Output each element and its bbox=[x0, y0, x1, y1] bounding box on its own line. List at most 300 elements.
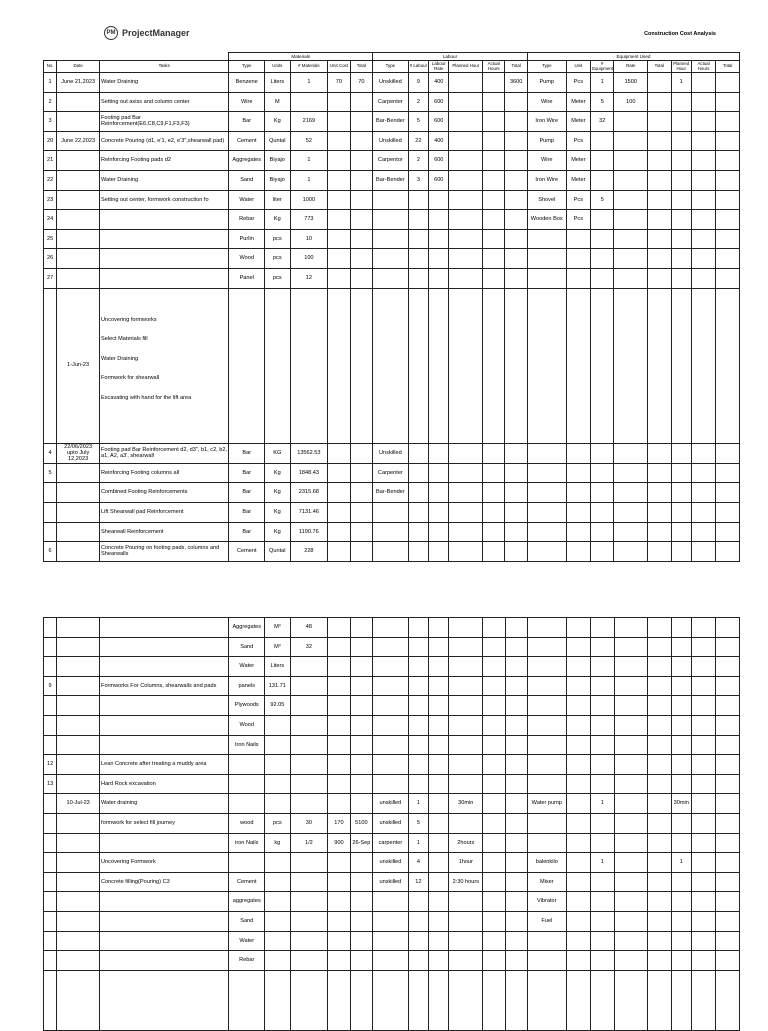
table-cell bbox=[265, 872, 290, 892]
table-cell bbox=[691, 911, 715, 931]
table-cell bbox=[350, 268, 372, 288]
table-cell bbox=[483, 190, 505, 210]
table-cell bbox=[57, 696, 100, 716]
table-cell bbox=[671, 170, 691, 190]
table-cell bbox=[648, 502, 671, 522]
table-cell: pcs bbox=[265, 268, 290, 288]
table-cell bbox=[648, 522, 671, 542]
table-cell: kg bbox=[265, 833, 290, 853]
table-cell bbox=[671, 249, 691, 269]
cell bbox=[591, 288, 614, 443]
table-cell bbox=[373, 229, 409, 249]
table-cell bbox=[350, 443, 372, 463]
table-cell bbox=[429, 268, 449, 288]
table-cell bbox=[566, 249, 590, 269]
table-cell bbox=[449, 522, 483, 542]
table-cell: 25 bbox=[44, 229, 57, 249]
table-cell bbox=[449, 542, 483, 562]
table-cell bbox=[429, 676, 449, 696]
table-cell bbox=[591, 229, 614, 249]
table-cell: Wood bbox=[229, 715, 265, 735]
table-cell bbox=[350, 190, 372, 210]
table-cell: Kg bbox=[265, 502, 290, 522]
table-cell bbox=[671, 833, 691, 853]
table-cell: 1000 bbox=[290, 190, 328, 210]
table-cell bbox=[614, 657, 648, 677]
table-cell bbox=[408, 951, 428, 971]
table-cell bbox=[691, 931, 715, 951]
table-cell bbox=[57, 774, 100, 794]
col-tasks: Tasks bbox=[100, 61, 229, 73]
table-cell bbox=[449, 170, 483, 190]
table-cell bbox=[328, 931, 350, 951]
col-date: Date bbox=[57, 61, 100, 73]
table-cell: Concrete Pouring (d1, e'1, e2, e'3",shearwall pad) bbox=[100, 131, 229, 151]
table-cell: Biyajo bbox=[265, 151, 290, 171]
table-cell bbox=[44, 637, 57, 657]
table-cell bbox=[648, 676, 671, 696]
table-cell: Panel bbox=[229, 268, 265, 288]
table-cell bbox=[44, 657, 57, 677]
table-cell bbox=[408, 268, 428, 288]
table-cell bbox=[591, 522, 614, 542]
table-cell bbox=[265, 853, 290, 873]
table-cell bbox=[350, 931, 372, 951]
table-cell bbox=[373, 755, 409, 775]
table-cell bbox=[591, 911, 614, 931]
table-cell bbox=[716, 229, 740, 249]
table-cell bbox=[614, 170, 648, 190]
table-cell bbox=[691, 229, 715, 249]
table-cell bbox=[429, 872, 449, 892]
table-cell bbox=[527, 774, 566, 794]
table-cell bbox=[691, 112, 715, 132]
table-cell bbox=[691, 794, 715, 814]
table-cell bbox=[505, 542, 527, 562]
table-cell bbox=[57, 170, 100, 190]
group-equipment: Equipment Used bbox=[527, 53, 739, 61]
table-cell bbox=[373, 715, 409, 735]
table-cell bbox=[671, 951, 691, 971]
table-cell bbox=[591, 755, 614, 775]
table-row bbox=[44, 951, 740, 971]
column-group-row bbox=[44, 53, 740, 61]
table-cell bbox=[716, 892, 740, 912]
table-cell bbox=[716, 502, 740, 522]
table-cell bbox=[614, 911, 648, 931]
table-cell bbox=[505, 696, 527, 716]
document-title: Construction Cost Analysis bbox=[644, 31, 716, 37]
table-cell: Iron Wire bbox=[527, 112, 566, 132]
cell bbox=[229, 288, 265, 443]
col-equipment-actual-hours: Actual Hours bbox=[691, 61, 715, 73]
table-cell bbox=[671, 676, 691, 696]
table-cell: Water draining bbox=[100, 794, 229, 814]
table-cell: Setting out center, formwork construction fo bbox=[100, 190, 229, 210]
table-cell: 5100 bbox=[350, 813, 372, 833]
table-cell bbox=[527, 755, 566, 775]
table-cell bbox=[591, 676, 614, 696]
table-cell bbox=[716, 443, 740, 463]
table-cell: 1 bbox=[591, 794, 614, 814]
table-cell bbox=[100, 696, 229, 716]
table-cell bbox=[716, 92, 740, 112]
table-cell bbox=[614, 131, 648, 151]
table-cell bbox=[100, 715, 229, 735]
table-cell bbox=[671, 618, 691, 638]
table-cell bbox=[566, 676, 590, 696]
table-cell: Liters bbox=[265, 657, 290, 677]
table-cell bbox=[483, 131, 505, 151]
table-cell bbox=[373, 502, 409, 522]
table-cell bbox=[691, 735, 715, 755]
table-cell bbox=[614, 833, 648, 853]
table-cell: 1hour bbox=[449, 853, 483, 873]
table-cell bbox=[328, 522, 350, 542]
table-cell: Meter bbox=[566, 151, 590, 171]
table-cell bbox=[591, 657, 614, 677]
table-cell bbox=[591, 872, 614, 892]
table-cell: 1 bbox=[408, 833, 428, 853]
table-cell bbox=[328, 151, 350, 171]
table-cell bbox=[505, 151, 527, 171]
table-cell: 600 bbox=[429, 92, 449, 112]
table-cell bbox=[373, 892, 409, 912]
table-cell bbox=[691, 151, 715, 171]
table-cell bbox=[716, 813, 740, 833]
table-cell bbox=[691, 249, 715, 269]
table-cell bbox=[328, 463, 350, 483]
table-cell bbox=[408, 463, 428, 483]
table-cell bbox=[44, 931, 57, 951]
table-cell bbox=[505, 112, 527, 132]
table-cell bbox=[614, 813, 648, 833]
table-cell bbox=[350, 522, 372, 542]
table-cell bbox=[671, 637, 691, 657]
table-cell: Lift Shearwall pad Reinforcement bbox=[100, 502, 229, 522]
table-cell bbox=[691, 73, 715, 93]
table-cell bbox=[716, 542, 740, 562]
table-cell bbox=[591, 892, 614, 912]
table-cell bbox=[449, 676, 483, 696]
cell bbox=[505, 288, 527, 443]
table-cell bbox=[328, 210, 350, 230]
table-cell: M bbox=[265, 92, 290, 112]
table-cell: iron Nails bbox=[229, 833, 265, 853]
table-cell bbox=[57, 249, 100, 269]
table-cell bbox=[290, 794, 328, 814]
table-cell bbox=[44, 502, 57, 522]
cell bbox=[290, 288, 328, 443]
table-cell bbox=[350, 618, 372, 638]
table-cell: Unskilled bbox=[373, 73, 409, 93]
table-cell: pcs bbox=[265, 813, 290, 833]
table-cell bbox=[483, 794, 505, 814]
task-line: Formwork for shearwall bbox=[101, 375, 160, 382]
table-cell bbox=[483, 833, 505, 853]
table-row bbox=[44, 190, 740, 210]
table-cell bbox=[350, 542, 372, 562]
table-cell bbox=[691, 853, 715, 873]
table-cell bbox=[408, 483, 428, 503]
table-cell bbox=[716, 657, 740, 677]
table-cell bbox=[265, 892, 290, 912]
cell bbox=[691, 288, 715, 443]
table-cell: M³ bbox=[265, 637, 290, 657]
table-cell: 100 bbox=[614, 92, 648, 112]
table-cell: Benzene bbox=[229, 73, 265, 93]
table-cell bbox=[591, 931, 614, 951]
table-cell bbox=[483, 618, 505, 638]
table-row bbox=[44, 210, 740, 230]
table-cell bbox=[716, 774, 740, 794]
table-cell bbox=[57, 853, 100, 873]
table-cell: 26-Sep bbox=[350, 833, 372, 853]
table-cell bbox=[671, 522, 691, 542]
table-cell: Cement bbox=[229, 131, 265, 151]
table-cell bbox=[691, 618, 715, 638]
table-cell: unskilled bbox=[373, 872, 409, 892]
table-cell bbox=[527, 249, 566, 269]
table-cell: 2hours bbox=[449, 833, 483, 853]
table-cell bbox=[716, 794, 740, 814]
col-material-total: Total bbox=[350, 61, 372, 73]
table-cell: Wire bbox=[527, 151, 566, 171]
table-cell bbox=[716, 151, 740, 171]
table-cell: 3 bbox=[44, 112, 57, 132]
table-cell bbox=[290, 892, 328, 912]
table-row bbox=[44, 774, 740, 794]
table-cell: Water pump bbox=[527, 794, 566, 814]
table-cell: 1 bbox=[591, 853, 614, 873]
table-cell bbox=[483, 735, 505, 755]
table-cell bbox=[290, 696, 328, 716]
table-cell bbox=[408, 892, 428, 912]
table-cell bbox=[591, 151, 614, 171]
table-cell bbox=[100, 657, 229, 677]
table-cell bbox=[57, 676, 100, 696]
table-cell bbox=[505, 463, 527, 483]
table-cell: M³ bbox=[265, 618, 290, 638]
table-cell: 92.05 bbox=[265, 696, 290, 716]
table-cell: Iron Nails bbox=[229, 735, 265, 755]
table-cell bbox=[691, 970, 715, 1030]
table-cell bbox=[100, 833, 229, 853]
table-cell bbox=[44, 794, 57, 814]
table-cell bbox=[591, 483, 614, 503]
table-cell bbox=[429, 813, 449, 833]
table-cell bbox=[716, 931, 740, 951]
table-cell bbox=[566, 522, 590, 542]
table-cell bbox=[483, 483, 505, 503]
table-cell: Formworks For Columns, shearwalls and pads bbox=[100, 676, 229, 696]
table-cell: panels bbox=[229, 676, 265, 696]
cell bbox=[328, 288, 350, 443]
table-cell: 30min bbox=[671, 794, 691, 814]
col-no: No. bbox=[44, 61, 57, 73]
table-cell bbox=[716, 735, 740, 755]
table-cell bbox=[100, 931, 229, 951]
table-cell bbox=[648, 112, 671, 132]
table-cell bbox=[614, 951, 648, 971]
table-cell bbox=[265, 931, 290, 951]
table-cell bbox=[483, 151, 505, 171]
cell bbox=[527, 288, 566, 443]
table-cell: Bar bbox=[229, 502, 265, 522]
table-cell bbox=[290, 715, 328, 735]
table-cell: 1190.76 bbox=[290, 522, 328, 542]
table-cell bbox=[566, 735, 590, 755]
table-cell bbox=[290, 735, 328, 755]
table-cell: pcs bbox=[265, 229, 290, 249]
table-cell: June 22,2023 bbox=[57, 131, 100, 151]
table-cell: Bar bbox=[229, 112, 265, 132]
table-cell: 10-Jul-23 bbox=[57, 794, 100, 814]
table-cell: Rebar bbox=[229, 951, 265, 971]
table-cell: Shearwall Reinforcement bbox=[100, 522, 229, 542]
table-cell: Vibrator bbox=[527, 892, 566, 912]
table-cell: Water Draining bbox=[100, 170, 229, 190]
table-cell bbox=[350, 715, 372, 735]
table-cell bbox=[505, 676, 527, 696]
table-cell bbox=[429, 774, 449, 794]
table-cell bbox=[350, 794, 372, 814]
table-cell: Setting out axiss and column center bbox=[100, 92, 229, 112]
table-cell bbox=[100, 951, 229, 971]
table-cell bbox=[290, 853, 328, 873]
table-cell bbox=[373, 249, 409, 269]
table-cell bbox=[483, 813, 505, 833]
table-cell bbox=[671, 911, 691, 931]
table-cell: 3600 bbox=[505, 73, 527, 93]
table-cell bbox=[671, 92, 691, 112]
table-cell: 3 bbox=[408, 170, 428, 190]
table-cell bbox=[691, 872, 715, 892]
table-cell: 12 bbox=[44, 755, 57, 775]
table-cell bbox=[483, 892, 505, 912]
table-cell: pcs bbox=[265, 249, 290, 269]
table-cell bbox=[328, 502, 350, 522]
table-cell bbox=[505, 853, 527, 873]
table-cell: Quntal bbox=[265, 542, 290, 562]
cell bbox=[265, 288, 290, 443]
table-cell bbox=[373, 951, 409, 971]
table-cell bbox=[566, 911, 590, 931]
table-cell bbox=[483, 522, 505, 542]
task-line: Select Materials fill bbox=[101, 336, 148, 343]
table-cell bbox=[691, 92, 715, 112]
table-cell bbox=[328, 735, 350, 755]
table-row bbox=[44, 931, 740, 951]
task-line: Excavating with hand for the lift area bbox=[101, 394, 192, 401]
table-row bbox=[44, 735, 740, 755]
table-cell bbox=[671, 813, 691, 833]
table-row bbox=[44, 755, 740, 775]
table-cell bbox=[350, 951, 372, 971]
table-cell: 2169 bbox=[290, 112, 328, 132]
table-cell bbox=[483, 502, 505, 522]
table-cell bbox=[566, 657, 590, 677]
table-cell bbox=[671, 210, 691, 230]
table-cell bbox=[429, 951, 449, 971]
table-cell bbox=[373, 210, 409, 230]
table-cell: Lean Concrete after treating a muddy area bbox=[100, 755, 229, 775]
table-cell bbox=[648, 131, 671, 151]
table-row bbox=[44, 892, 740, 912]
table-cell bbox=[57, 735, 100, 755]
table-cell bbox=[57, 970, 100, 1030]
table-cell bbox=[527, 696, 566, 716]
table-cell bbox=[716, 696, 740, 716]
table-cell: Sand bbox=[229, 637, 265, 657]
table-cell bbox=[614, 249, 648, 269]
table-cell bbox=[716, 833, 740, 853]
cell bbox=[483, 288, 505, 443]
table-cell bbox=[505, 637, 527, 657]
table-cell bbox=[429, 970, 449, 1030]
table-cell: Kg bbox=[265, 463, 290, 483]
table-cell bbox=[691, 951, 715, 971]
table-cell: 1500 bbox=[614, 73, 648, 93]
table-cell: Pcs bbox=[566, 190, 590, 210]
table-row bbox=[44, 268, 740, 288]
table-cell bbox=[648, 872, 671, 892]
cell bbox=[716, 288, 740, 443]
table-cell bbox=[648, 618, 671, 638]
logo-mark bbox=[104, 26, 118, 40]
table-cell bbox=[614, 872, 648, 892]
table-cell bbox=[505, 813, 527, 833]
table-cell bbox=[648, 170, 671, 190]
table-cell bbox=[648, 892, 671, 912]
table-cell bbox=[716, 911, 740, 931]
table-cell bbox=[648, 463, 671, 483]
table-cell: Meter bbox=[566, 112, 590, 132]
table-cell bbox=[44, 951, 57, 971]
table-cell bbox=[44, 970, 57, 1030]
table-cell bbox=[44, 892, 57, 912]
blank-tail-row bbox=[44, 970, 740, 1030]
table-cell bbox=[505, 92, 527, 112]
table-cell: Fuel bbox=[527, 911, 566, 931]
table-cell bbox=[566, 774, 590, 794]
table-cell bbox=[408, 774, 428, 794]
table-cell bbox=[429, 483, 449, 503]
table-cell bbox=[614, 892, 648, 912]
table-cell: Biyajo bbox=[265, 170, 290, 190]
table-cell bbox=[691, 268, 715, 288]
cell bbox=[373, 288, 409, 443]
table-cell bbox=[290, 657, 328, 677]
table-cell bbox=[328, 911, 350, 931]
table-cell bbox=[44, 813, 57, 833]
table-cell bbox=[566, 637, 590, 657]
table-cell: 13562.53 bbox=[290, 443, 328, 463]
table-cell bbox=[527, 715, 566, 735]
table-cell bbox=[671, 483, 691, 503]
table-cell bbox=[566, 443, 590, 463]
table-cell: formwork for select fill journey bbox=[100, 813, 229, 833]
table-cell: 9 bbox=[408, 73, 428, 93]
table-cell bbox=[328, 892, 350, 912]
table-cell bbox=[373, 637, 409, 657]
table-cell bbox=[591, 970, 614, 1030]
table-cell bbox=[408, 715, 428, 735]
table-cell bbox=[328, 676, 350, 696]
table-cell bbox=[328, 229, 350, 249]
table-cell: Quntal bbox=[265, 131, 290, 151]
table-cell bbox=[566, 853, 590, 873]
